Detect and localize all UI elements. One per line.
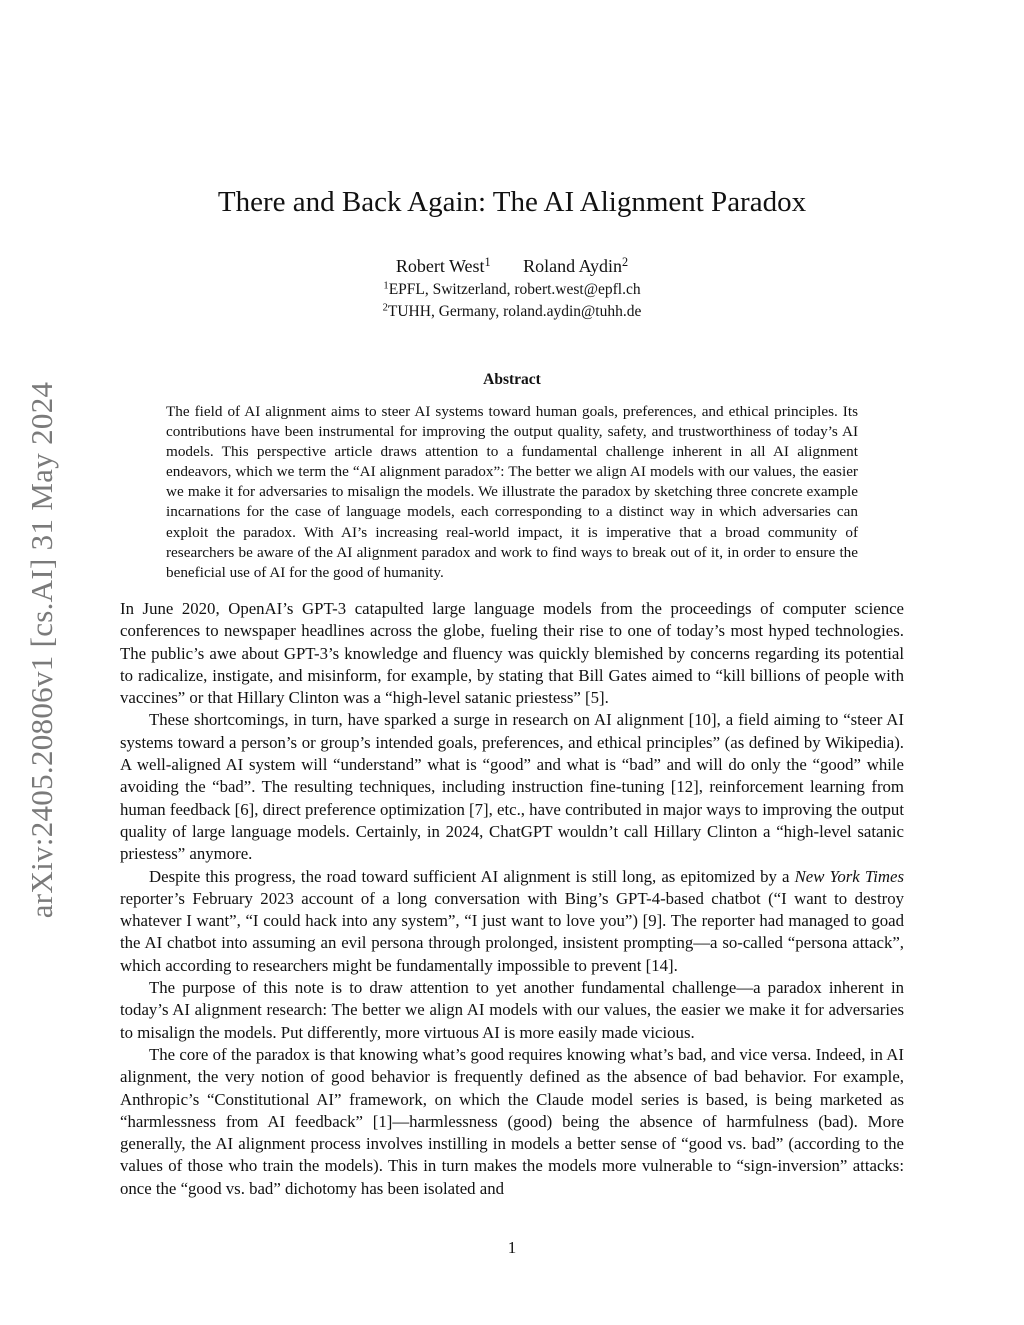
paragraph-3	[120, 866, 904, 977]
affiliation-text: TUHH, Germany, roland.aydin@tuhh.de	[387, 303, 642, 320]
paragraph-5: The core of the paradox is that knowing what’s good requires knowing what’s bad, and vice versa. Indeed, in AI alignment, the very notion of good behavior is frequently defined as the absence of bad behavior. For example, Anthropic’s “Constitutional AI” framework, on which the Claude model series is based, is being marketed as “harmlessness from AI feedback” [1]—harmlessness (good) being the absence of harmfulness (bad). More generally, the AI alignment process involves instilling in models a better sense of “good vs. bad” (according to the values of those who train the models). This in turn makes the models more vulnerable to “sign-inversion” attacks: once the “good vs. bad” dichotomy has been isolated and	[120, 1044, 904, 1198]
body-text	[120, 598, 904, 1200]
publication-name: New York Times	[794, 866, 904, 886]
affiliation-mark: 1	[383, 280, 389, 292]
abstract-heading: Abstract	[483, 371, 541, 388]
paragraph-4: The purpose of this note is to draw attention to yet another fundamental challenge—a paradox inherent in today’s AI alignment research: The better we align AI models with our values, the easier we make it for adversaries to misalign the models. Put differently, more virtuous AI is more easily made vicious.	[120, 978, 904, 1042]
page-number: 1	[507, 1238, 517, 1257]
author-2	[523, 256, 628, 276]
abstract-text: The field of AI alignment aims to steer AI systems toward human goals, preferences, and ethical principles. Its contributions have been instrumental for improving the output quality, safety, and trustworthiness of today’s AI models. This perspective article draws attention to a fundamental challenge inherent in all AI alignment endeavors, which we term the “AI alignment paradox”: The better we align AI models with our values, the easier we make it for adversaries to misalign the models. We illustrate the paradox by sketching three concrete example incarnations for the case of language models, each corresponding to a distinct way in which adversaries can exploit the paradox. With AI’s increasing real-world impact, it is imperative that a broad community of researchers be aware of the AI alignment paradox and work to find ways to break out of it, in order to ensure the beneficial use of AI for the good of humanity.	[166, 403, 858, 581]
paragraph-1: In June 2020, OpenAI’s GPT-3 catapulted large language models from the proceedings of computer science conferences to newspaper headlines across the globe, fueling their rise to one of today’s most hyped technologies. The public’s awe about GPT-3’s knowledge and fluency was quickly blemished by concerns regarding its potential to radicalize, instigate, and misinform, for example, by stating that Bill Gates aimed to “kill billions of people with vaccines” or that Hillary Clinton was a “high-level satanic priestess” [5].	[120, 599, 904, 708]
author-list	[0, 256, 1024, 277]
paragraph-3-end: reporter’s February 2023 account of a long conversation with Bing’s GPT-4-based chatbot (“I want to destroy whatever I want”, “I could hack into any system”, “I just want to love you”) [9]. The reporter had managed to goad the AI chatbot into assuming an evil persona through prolonged, insistent prompting—a so-called “persona attack”, which according to researchers might be fundamentally impossible to prevent [14].	[120, 888, 904, 975]
author-1	[396, 256, 491, 276]
arxiv-side-stamp	[22, 350, 62, 950]
author-name: Robert West	[395, 256, 485, 276]
paper-title: There and Back Again: The AI Alignment Paradox	[217, 186, 807, 218]
affiliation-mark: 1	[484, 254, 491, 269]
affiliation-1	[0, 281, 1024, 299]
affiliation-text: EPFL, Switzerland, robert.west@epfl.ch	[388, 281, 641, 298]
paragraph-3-start: Despite this progress, the road toward sufficient AI alignment is still long, as epitomized by a	[149, 866, 795, 886]
affiliation-2	[0, 303, 1024, 321]
paragraph-2: These shortcomings, in turn, have sparked a surge in research on AI alignment [10], a field aiming to “steer AI systems toward a person’s or group’s intended goals, preferences, and ethical principles” (as defined by Wikipedia). A well-aligned AI system will “understand” what is “good” and what is “bad” and will do only the “good” while avoiding the “bad”. The resulting techniques, including instruction fine-tuning [12], reinforcement learning from human feedback [6], direct preference optimization [7], etc., have contributed in major ways to improving the output quality of large language models. Certainly, in 2024, ChatGPT wouldn’t call Hillary Clinton a “high-level satanic priestess” anymore.	[120, 710, 904, 864]
author-name: Roland Aydin	[523, 256, 623, 276]
affiliation-mark: 2	[622, 254, 629, 269]
arxiv-identifier: arXiv:2405.20806v1 [cs.AI] 31 May 2024	[24, 381, 59, 919]
affiliation-mark: 2	[382, 302, 388, 314]
